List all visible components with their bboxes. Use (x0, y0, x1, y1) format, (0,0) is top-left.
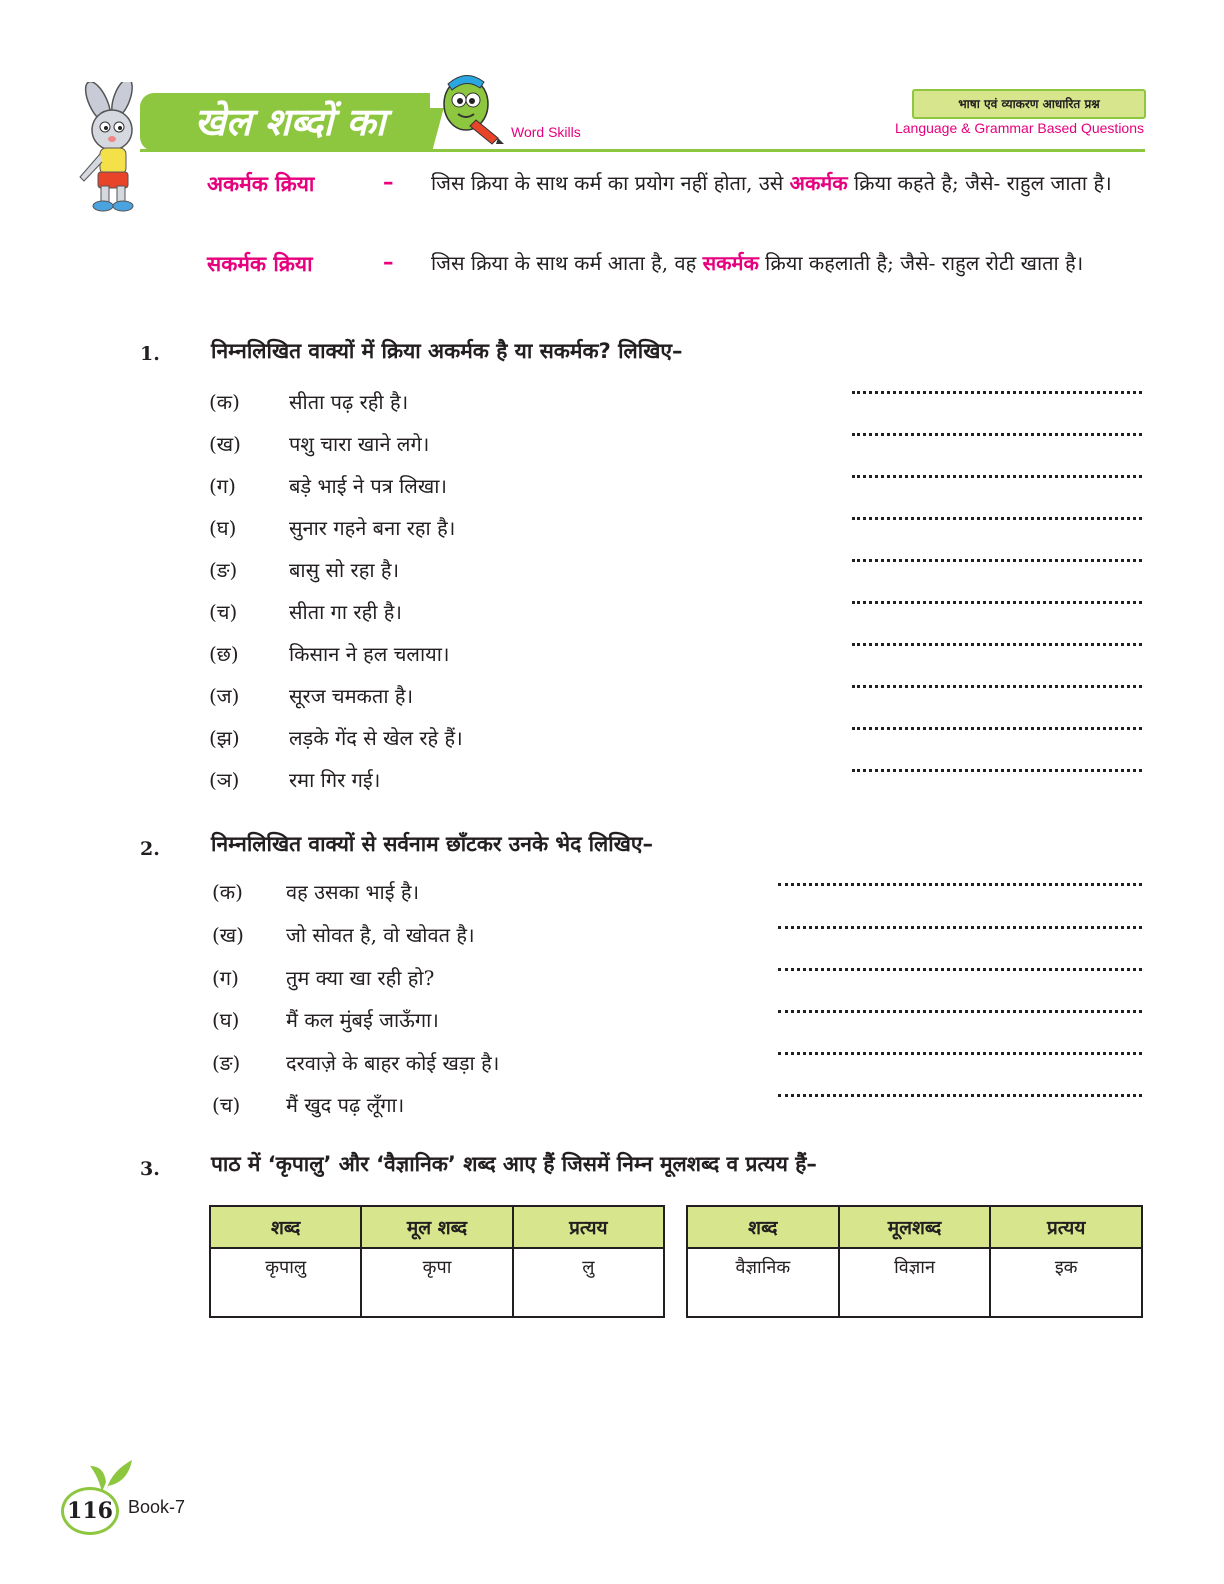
answer-line[interactable] (852, 433, 1142, 436)
answer-line[interactable] (778, 883, 1142, 886)
table-cell: कृपालु (210, 1248, 361, 1317)
book-label: Book-7 (128, 1497, 186, 1517)
list-item: (ग) तुम क्या खा रही हो? (212, 966, 435, 990)
answer-line[interactable] (778, 1052, 1142, 1055)
pencil-mascot-icon (436, 70, 508, 146)
question-text: पाठ में ‘कृपालु’ और ‘वैज्ञानिक’ शब्द आए हैं जिसमें निम्न मूलशब्द व प्रत्यय हैं– (211, 1152, 817, 1176)
question-number: 2. (140, 838, 160, 860)
definition-highlight: अकर्मक (789, 171, 848, 195)
table-header: शब्द (687, 1206, 839, 1248)
answer-line[interactable] (852, 727, 1142, 730)
definition-term: सकर्मक क्रिया (207, 252, 313, 276)
table-row (210, 1248, 664, 1317)
definition-dash: – (383, 250, 394, 274)
category-badge: भाषा एवं व्याकरण आधारित प्रश्न (912, 89, 1146, 119)
table-row (687, 1248, 1142, 1317)
question-text: निम्नलिखित वाक्यों में क्रिया अकर्मक है या सकर्मक? लिखिए– (211, 339, 683, 363)
list-item: (च) सीता गा रही है। (209, 600, 402, 624)
table-cell: कृपा (361, 1248, 512, 1317)
table-header: मूलशब्द (839, 1206, 991, 1248)
answer-line[interactable] (852, 475, 1142, 478)
list-item: (च) मैं खुद पढ़ लूँगा। (212, 1093, 405, 1117)
answer-line[interactable] (778, 926, 1142, 929)
answer-line[interactable] (778, 1094, 1142, 1097)
list-item: (ञ) रमा गिर गई। (209, 768, 381, 792)
list-item: (ख) पशु चारा खाने लगे। (209, 432, 430, 456)
word-skills-label: Word Skills (511, 124, 581, 140)
table-cell: इक (990, 1248, 1142, 1317)
answer-line[interactable] (852, 391, 1142, 394)
list-item: (ज) सूरज चमकता है। (209, 684, 414, 708)
category-subtitle: Language & Grammar Based Questions (894, 120, 1144, 136)
answer-line[interactable] (852, 685, 1142, 688)
list-item: (घ) मैं कल मुंबई जाऊँगा। (212, 1008, 439, 1032)
table-cell: लु (513, 1248, 664, 1317)
answer-line[interactable] (778, 968, 1142, 971)
definition-dash: – (383, 170, 394, 194)
question-number: 1. (140, 343, 160, 365)
word-table-2 (686, 1205, 1143, 1318)
list-item: (झ) लड़के गेंद से खेल रहे हैं। (209, 726, 463, 750)
word-table-1 (209, 1205, 665, 1318)
page-number: 116 (67, 1498, 113, 1524)
answer-line[interactable] (852, 769, 1142, 772)
section-title: खेल शब्दों का (194, 100, 386, 144)
table-header: शब्द (210, 1206, 361, 1248)
answer-line[interactable] (778, 1010, 1142, 1013)
list-item: (क) सीता पढ़ रही है। (209, 390, 409, 414)
table-cell: विज्ञान (839, 1248, 991, 1317)
header-divider (140, 149, 1145, 152)
table-header: प्रत्यय (990, 1206, 1142, 1248)
list-item: (ख) जो सोवत है, वो खोवत है। (212, 923, 475, 947)
table-cell: वैज्ञानिक (687, 1248, 839, 1317)
definition-text: जिस क्रिया के साथ कर्म का प्रयोग नहीं होता, उसे अकर्मक क्रिया कहते है; जैसे- राहुल जाता है। (431, 171, 1112, 195)
answer-line[interactable] (852, 517, 1142, 520)
list-item: (ङ) बासु सो रहा है। (209, 558, 400, 582)
definition-text: जिस क्रिया के साथ कर्म आता है, वह सकर्मक क्रिया कहलाती है; जैसे- राहुल रोटी खाता है। (431, 251, 1084, 275)
definition-term: अकर्मक क्रिया (207, 172, 315, 196)
list-item: (क) वह उसका भाई है। (212, 880, 420, 904)
table-header: मूल शब्द (361, 1206, 512, 1248)
answer-line[interactable] (852, 559, 1142, 562)
list-item: (छ) किसान ने हल चलाया। (209, 642, 450, 666)
list-item: (घ) सुनार गहने बना रहा है। (209, 516, 456, 540)
answer-line[interactable] (852, 643, 1142, 646)
table-header: प्रत्यय (513, 1206, 664, 1248)
list-item: (ग) बड़े भाई ने पत्र लिखा। (209, 474, 447, 498)
definition-highlight: सकर्मक (702, 251, 759, 275)
question-text: निम्नलिखित वाक्यों से सर्वनाम छाँटकर उनके भेद लिखिए– (211, 832, 654, 856)
answer-line[interactable] (852, 601, 1142, 604)
question-number: 3. (140, 1158, 160, 1180)
list-item: (ङ) दरवाज़े के बाहर कोई खड़ा है। (212, 1051, 500, 1075)
